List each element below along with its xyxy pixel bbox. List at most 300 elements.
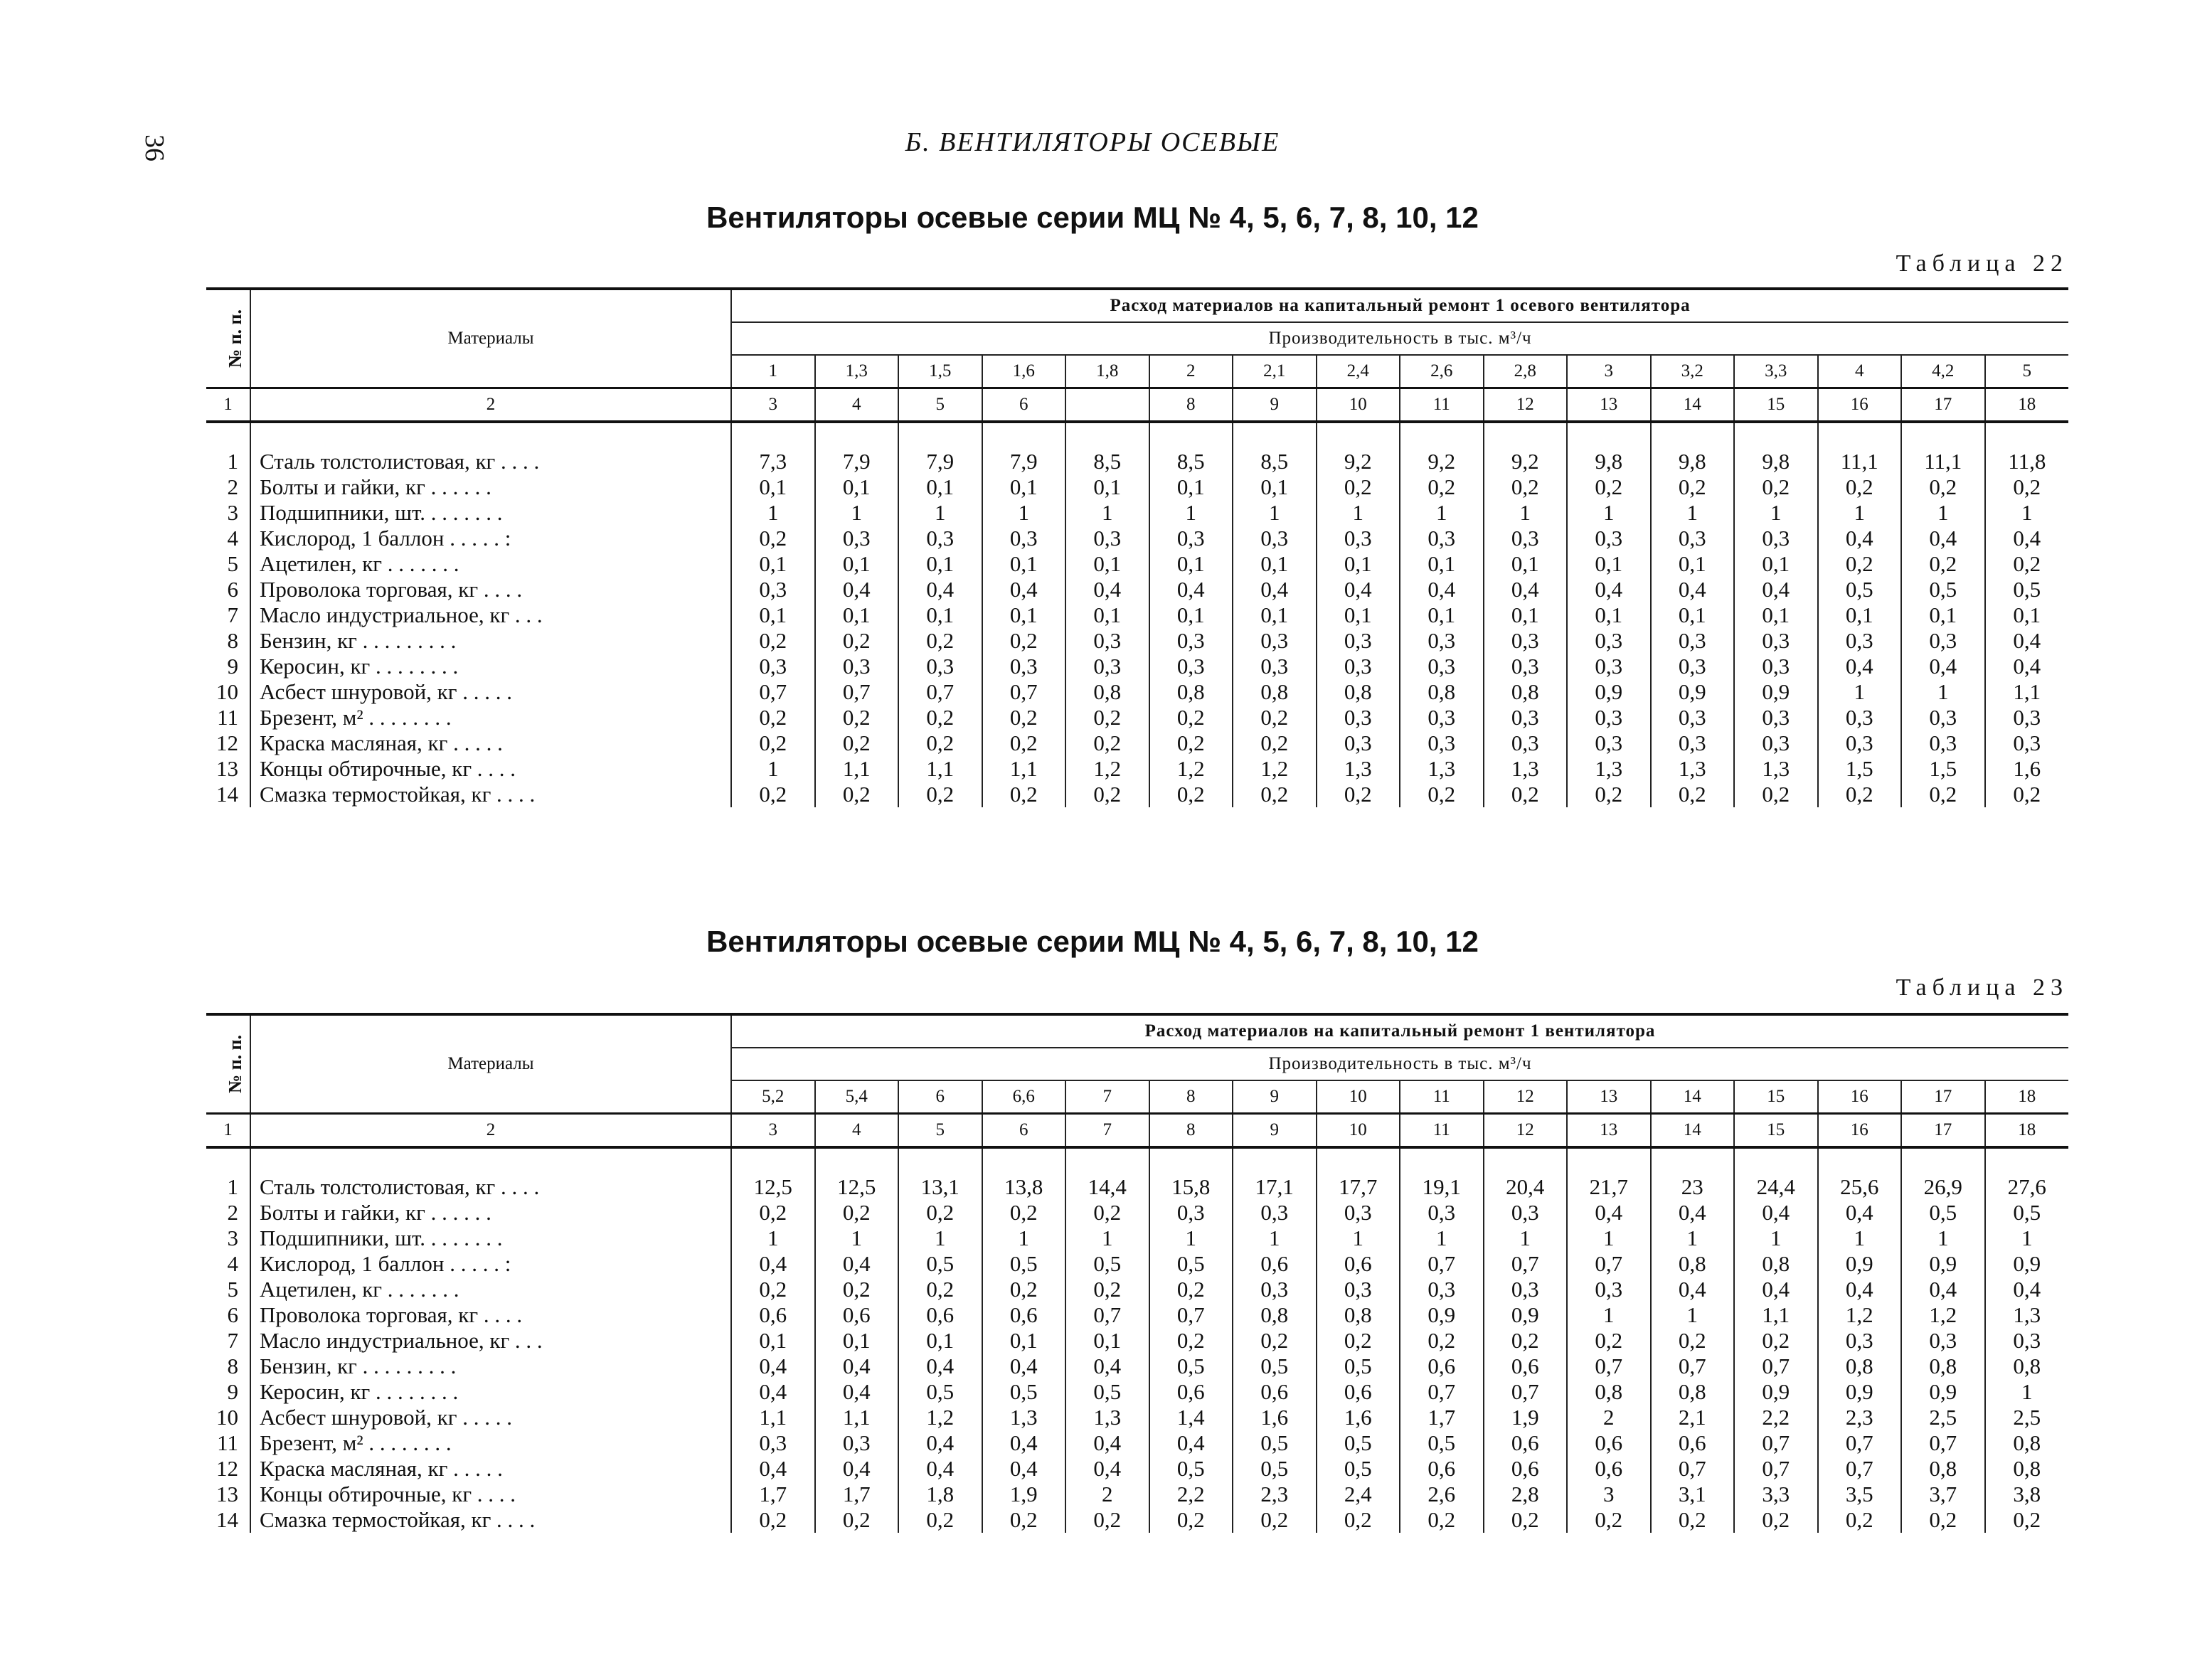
table-cell: 0,7 <box>926 679 955 704</box>
capacity-value: 2,8 <box>1484 355 1568 388</box>
table-cell: 0,1 <box>1093 474 1122 499</box>
table-cell: 0,1 <box>1260 474 1289 499</box>
table-cell: 0,1 <box>1511 602 1539 627</box>
capacity-value: 1,3 <box>815 355 899 388</box>
column-number: 12 <box>1484 1114 1568 1148</box>
table-cell: 0,2 <box>1845 782 1873 807</box>
capacity-column <box>1233 422 1317 807</box>
table-cell: 0,2 <box>926 705 955 730</box>
capacity-value: 15 <box>1734 1080 1818 1114</box>
table-cell: 1 <box>1519 1226 1531 1250</box>
table-cell: 7,9 <box>842 449 871 474</box>
table-cell: 1,6 <box>2013 756 2041 781</box>
table-cell: 0,4 <box>1009 1456 1038 1481</box>
table-cell: 0,2 <box>1428 782 1456 807</box>
capacity-column <box>1233 1147 1317 1533</box>
table-cell: 0,3 <box>1595 628 1623 653</box>
table-cell: 0,2 <box>1093 782 1122 807</box>
table-cell: 9,8 <box>1595 449 1623 474</box>
table-cell: 0,1 <box>1176 602 1205 627</box>
table-cell: 1,2 <box>1845 1302 1873 1327</box>
row-number: 3 <box>227 1226 238 1250</box>
table-cell: 0,3 <box>2013 1328 2041 1353</box>
table-cell: 0,8 <box>2013 1430 2041 1455</box>
material-names <box>250 422 731 807</box>
table-cell: 0,5 <box>2013 1200 2041 1225</box>
capacity-column <box>1317 1147 1400 1533</box>
material-name: Брезент, м² . . . . . . . . <box>260 1430 452 1455</box>
table-cell: 0,4 <box>1093 1430 1122 1455</box>
table-cell: 0,2 <box>842 1507 871 1532</box>
table-cell: 0,1 <box>1344 551 1372 576</box>
table-cell: 0,6 <box>926 1302 955 1327</box>
column-number: 2 <box>250 388 731 422</box>
table-cell: 0,2 <box>1929 551 1957 576</box>
table-cell: 0,5 <box>1176 1456 1205 1481</box>
capacity-value: 3,3 <box>1734 355 1818 388</box>
table-cell: 1 <box>1102 500 1113 525</box>
table-cell: 1,3 <box>2013 1302 2041 1327</box>
table-cell: 0,1 <box>759 1328 787 1353</box>
table-cell: 0,3 <box>1678 654 1706 679</box>
table-cell: 0,1 <box>1344 602 1372 627</box>
column-number: 11 <box>1400 1114 1484 1148</box>
table-cell: 3,3 <box>1762 1482 1790 1506</box>
table-cell: 0,1 <box>1428 602 1456 627</box>
capacity-column <box>1818 1147 1902 1533</box>
table-cell: 0,2 <box>1595 474 1623 499</box>
table-cell: 0,2 <box>1176 705 1205 730</box>
table-cell: 0,3 <box>1511 1200 1539 1225</box>
table-cell: 0,4 <box>926 577 955 602</box>
material-name: Краска масляная, кг . . . . . <box>260 730 503 755</box>
table-cell: 0,2 <box>759 1507 787 1532</box>
table-cell: 1,3 <box>1511 756 1539 781</box>
table-cell: 1,7 <box>1428 1405 1456 1430</box>
table-cell: 0,2 <box>1344 474 1372 499</box>
table-cell: 7,9 <box>926 449 955 474</box>
row-number: 14 <box>216 782 238 807</box>
table-cell: 0,2 <box>1093 1277 1122 1302</box>
table-cell: 0,2 <box>1511 1328 1539 1353</box>
table-cell: 0,1 <box>1762 551 1790 576</box>
table-cell: 0,1 <box>1595 551 1623 576</box>
table22-label: Таблица 22 <box>1896 250 2068 277</box>
table-cell: 0,4 <box>1845 526 1873 551</box>
capacity-column <box>1484 1147 1568 1533</box>
table-cell: 0,9 <box>1428 1302 1456 1327</box>
table-cell: 0,4 <box>1093 1354 1122 1378</box>
table-cell: 0,3 <box>1260 654 1289 679</box>
table-cell: 0,2 <box>1093 1200 1122 1225</box>
table23-label: Таблица 23 <box>1896 974 2068 1001</box>
table-cell: 0,2 <box>842 1200 871 1225</box>
table-cell: 1 <box>1519 500 1531 525</box>
table-cell: 0,2 <box>1344 782 1372 807</box>
table-cell: 2,2 <box>1176 1482 1205 1506</box>
num-header: № п. п. <box>225 309 246 368</box>
table-cell: 3,5 <box>1845 1482 1873 1506</box>
capacity-value: 13 <box>1567 1080 1651 1114</box>
table-cell: 0,7 <box>1093 1302 1122 1327</box>
table-cell: 1,2 <box>1929 1302 1957 1327</box>
table-cell: 8,5 <box>1260 449 1289 474</box>
capacity-value: 11 <box>1400 1080 1484 1114</box>
table-cell: 0,2 <box>842 730 871 755</box>
column-number: 12 <box>1484 388 1568 422</box>
column-number: 3 <box>731 388 815 422</box>
table-cell: 0,2 <box>1845 551 1873 576</box>
table-cell: 0,3 <box>1595 526 1623 551</box>
capacity-value: 4 <box>1818 355 1902 388</box>
table-cell: 0,7 <box>1511 1251 1539 1276</box>
table-cell: 0,3 <box>1344 705 1372 730</box>
table-cell: 0,8 <box>1845 1354 1873 1378</box>
table-cell: 0,2 <box>1511 474 1539 499</box>
table-cell: 0,3 <box>1762 705 1790 730</box>
capacity-column <box>1400 422 1484 807</box>
table-cell: 0,3 <box>1176 1200 1205 1225</box>
table-cell: 0,3 <box>2013 705 2041 730</box>
capacity-column <box>1734 1147 1818 1533</box>
table-cell: 13,1 <box>920 1174 959 1199</box>
table-cell: 0,3 <box>842 654 871 679</box>
table-cell: 0,6 <box>1428 1456 1456 1481</box>
table-cell: 0,2 <box>1929 1507 1957 1532</box>
table-cell: 0,2 <box>1678 1328 1706 1353</box>
table-cell: 0,7 <box>1929 1430 1957 1455</box>
capacity-value: 8 <box>1149 1080 1233 1114</box>
table-cell: 0,2 <box>842 628 871 653</box>
table-cell: 0,3 <box>926 654 955 679</box>
table-cell: 0,7 <box>1678 1354 1706 1378</box>
table-cell: 0,9 <box>1929 1251 1957 1276</box>
table-cell: 9,8 <box>1678 449 1706 474</box>
table-cell: 0,3 <box>1093 628 1122 653</box>
table-cell: 0,5 <box>1093 1251 1122 1276</box>
table-cell: 19,1 <box>1422 1174 1461 1199</box>
capacity-column <box>898 422 982 807</box>
table-cell: 1,1 <box>926 756 955 781</box>
table-cell: 1 <box>1603 1302 1615 1327</box>
capacity-value: 2,1 <box>1233 355 1317 388</box>
table-cell: 0,4 <box>2013 654 2041 679</box>
table-cell: 0,4 <box>1678 1277 1706 1302</box>
table-cell: 1,3 <box>1678 756 1706 781</box>
table-cell: 0,4 <box>1511 577 1539 602</box>
row-number: 9 <box>227 654 238 679</box>
table-cell: 0,2 <box>1093 705 1122 730</box>
table-cell: 0,2 <box>926 782 955 807</box>
table-cell: 0,8 <box>1428 679 1456 704</box>
table-cell: 0,1 <box>1176 551 1205 576</box>
table-cell: 0,7 <box>1845 1456 1873 1481</box>
table-cell: 0,4 <box>1093 577 1122 602</box>
material-name: Краска масляная, кг . . . . . <box>260 1456 503 1481</box>
table-cell: 0,3 <box>1845 1328 1873 1353</box>
table-cell: 0,3 <box>1260 526 1289 551</box>
table-cell: 1,1 <box>1009 756 1038 781</box>
table-cell: 0,9 <box>1678 679 1706 704</box>
section-title: Б. ВЕНТИЛЯТОРЫ ОСЕВЫЕ <box>905 127 1280 157</box>
row-number: 2 <box>227 1200 238 1225</box>
capacity-value: 10 <box>1317 1080 1400 1114</box>
table-cell: 1 <box>1269 500 1280 525</box>
table-cell: 0,9 <box>1595 679 1623 704</box>
capacity-column <box>898 1147 982 1533</box>
table-cell: 0,7 <box>1845 1430 1873 1455</box>
table-cell: 0,1 <box>1093 602 1122 627</box>
table-cell: 0,8 <box>1511 679 1539 704</box>
material-name: Подшипники, шт. . . . . . . . <box>260 500 503 525</box>
row-number: 11 <box>217 705 238 730</box>
table-cell: 0,6 <box>1595 1456 1623 1481</box>
row-number: 6 <box>227 577 238 602</box>
table-cell: 1 <box>1603 500 1615 525</box>
table-cell: 0,3 <box>1678 705 1706 730</box>
table-cell: 0,1 <box>1009 474 1038 499</box>
table-cell: 0,2 <box>1678 1507 1706 1532</box>
table-cell: 1,3 <box>1595 756 1623 781</box>
table-cell: 0,4 <box>2013 526 2041 551</box>
table-cell: 0,7 <box>1009 679 1038 704</box>
table-cell: 0,2 <box>1176 1507 1205 1532</box>
table-cell: 0,3 <box>926 526 955 551</box>
row-number: 13 <box>216 756 238 781</box>
row-number: 11 <box>217 1430 238 1455</box>
table-cell: 0,2 <box>1260 1328 1289 1353</box>
table-cell: 15,8 <box>1171 1174 1211 1199</box>
material-name: Масло индустриальное, кг . . . <box>260 1328 543 1353</box>
table-cell: 1 <box>1436 500 1447 525</box>
table-cell: 0,4 <box>1929 1277 1957 1302</box>
material-names <box>250 1147 731 1533</box>
table-cell: 0,4 <box>842 1354 871 1378</box>
table-cell: 0,2 <box>1428 1328 1456 1353</box>
table-cell: 0,2 <box>1428 1507 1456 1532</box>
column-number: 17 <box>1901 388 1985 422</box>
table-cell: 2,8 <box>1511 1482 1539 1506</box>
table-cell: 0,4 <box>1260 577 1289 602</box>
table-cell: 0,2 <box>1344 1507 1372 1532</box>
table-cell: 11,8 <box>2008 449 2046 474</box>
table-cell: 20,4 <box>1506 1174 1545 1199</box>
capacity-value: 9 <box>1233 1080 1317 1114</box>
capacity-value: 1 <box>731 355 815 388</box>
row-number: 1 <box>227 1174 238 1199</box>
table-cell: 0,2 <box>1678 474 1706 499</box>
table-cell: 0,3 <box>1595 730 1623 755</box>
column-number: 11 <box>1400 388 1484 422</box>
table-cell: 1 <box>767 1226 779 1250</box>
table-cell: 0,6 <box>1344 1379 1372 1404</box>
table-cell: 0,4 <box>1845 1200 1873 1225</box>
table-cell: 0,2 <box>1929 782 1957 807</box>
table-cell: 0,1 <box>1176 474 1205 499</box>
table-cell: 0,2 <box>1845 1507 1873 1532</box>
table-cell: 0,6 <box>1511 1354 1539 1378</box>
row-number: 10 <box>216 679 238 704</box>
table-cell: 0,7 <box>1428 1251 1456 1276</box>
material-name: Болты и гайки, кг . . . . . . <box>260 474 491 499</box>
table-cell: 0,6 <box>1009 1302 1038 1327</box>
capacity-value: 6,6 <box>982 1080 1066 1114</box>
table-cell: 1,8 <box>926 1482 955 1506</box>
table-cell: 0,4 <box>1176 577 1205 602</box>
table-cell: 1,3 <box>1009 1405 1038 1430</box>
table-cell: 9,2 <box>1344 449 1372 474</box>
row-numbers <box>206 1147 250 1533</box>
table-cell: 0,7 <box>1595 1251 1623 1276</box>
table-cell: 0,5 <box>926 1251 955 1276</box>
material-name: Бензин, кг . . . . . . . . . <box>260 1354 457 1378</box>
row-number: 5 <box>227 1277 238 1302</box>
table22-title: Вентиляторы осевые серии МЦ № 4, 5, 6, 7, 8, 10, 12 <box>706 201 1479 234</box>
table-cell: 0,5 <box>1428 1430 1456 1455</box>
material-name: Кислород, 1 баллон . . . . . : <box>260 1251 511 1276</box>
table-cell: 0,3 <box>1428 705 1456 730</box>
table-cell: 0,1 <box>1929 602 1957 627</box>
column-number: 18 <box>1985 388 2069 422</box>
table-cell: 0,2 <box>1009 628 1038 653</box>
material-name: Асбест шнуровой, кг . . . . . <box>260 679 512 704</box>
table-cell: 0,3 <box>1929 705 1957 730</box>
table-cell: 3,1 <box>1678 1482 1706 1506</box>
table-cell: 0,3 <box>1428 654 1456 679</box>
table-cell: 0,8 <box>1678 1379 1706 1404</box>
column-number: 7 <box>1065 1114 1149 1148</box>
capacity-value: 1,8 <box>1065 355 1149 388</box>
table-cell: 0,2 <box>1595 782 1623 807</box>
table-cell: 0,8 <box>2013 1354 2041 1378</box>
table-cell: 0,1 <box>1260 551 1289 576</box>
table-cell: 0,4 <box>1845 654 1873 679</box>
table-cell: 0,8 <box>2013 1456 2041 1481</box>
table-cell: 0,5 <box>1260 1456 1289 1481</box>
table-cell: 7,9 <box>1009 449 1038 474</box>
table-cell: 3,7 <box>1929 1482 1957 1506</box>
table-cell: 0,2 <box>1678 782 1706 807</box>
capacity-header: Производительность в тыс. м³/ч <box>731 1048 2068 1080</box>
table-cell: 0,2 <box>1009 730 1038 755</box>
table-cell: 0,7 <box>1511 1379 1539 1404</box>
table-cell: 0,6 <box>759 1302 787 1327</box>
table-cell: 0,4 <box>759 1251 787 1276</box>
table-cell: 0,1 <box>926 1328 955 1353</box>
table-cell: 0,4 <box>1009 577 1038 602</box>
table-cell: 0,2 <box>1260 782 1289 807</box>
table-cell: 0,2 <box>1762 1328 1790 1353</box>
column-number: 6 <box>982 1114 1066 1148</box>
capacity-value: 3 <box>1567 355 1651 388</box>
table-cell: 0,2 <box>759 526 787 551</box>
capacity-value: 7 <box>1065 1080 1149 1114</box>
table-cell: 0,3 <box>1428 628 1456 653</box>
column-number: 3 <box>731 1114 815 1148</box>
column-number: 1 <box>206 1114 250 1148</box>
table-cell: 1,6 <box>1344 1405 1372 1430</box>
table-cell: 1 <box>767 756 779 781</box>
table-cell: 0,7 <box>1762 1430 1790 1455</box>
table-cell: 0,3 <box>1344 1277 1372 1302</box>
table-cell: 0,9 <box>1762 679 1790 704</box>
material-name: Сталь толстолистовая, кг . . . . <box>260 449 540 474</box>
capacity-column <box>1484 422 1568 807</box>
row-number: 9 <box>227 1379 238 1404</box>
table-cell: 0,9 <box>1929 1379 1957 1404</box>
capacity-column <box>815 422 899 807</box>
table-cell: 0,7 <box>1595 1354 1623 1378</box>
column-number: 14 <box>1651 388 1735 422</box>
table-cell: 0,2 <box>2013 782 2041 807</box>
num-header-cell <box>206 289 250 388</box>
table-cell: 0,4 <box>1929 526 1957 551</box>
table-cell: 0,3 <box>842 526 871 551</box>
table-cell: 0,3 <box>1428 1277 1456 1302</box>
table-cell: 0,2 <box>1428 474 1456 499</box>
table-cell: 0,3 <box>1678 730 1706 755</box>
table-cell: 0,6 <box>1260 1379 1289 1404</box>
table-cell: 1 <box>935 1226 946 1250</box>
table-cell: 0,7 <box>842 679 871 704</box>
table-cell: 2,3 <box>1260 1482 1289 1506</box>
table-cell: 0,3 <box>759 1430 787 1455</box>
column-number: 16 <box>1818 1114 1902 1148</box>
table-cell: 21,7 <box>1589 1174 1628 1199</box>
table-cell: 0,4 <box>1595 577 1623 602</box>
material-name: Керосин, кг . . . . . . . . <box>260 1379 459 1404</box>
table-cell: 1,2 <box>1176 756 1205 781</box>
table-cell: 27,6 <box>2007 1174 2046 1199</box>
capacity-column <box>1567 1147 1651 1533</box>
table-cell: 1 <box>1770 1226 1782 1250</box>
table-cell: 0,5 <box>1176 1354 1205 1378</box>
table-cell: 0,2 <box>2013 474 2041 499</box>
table-cell: 1 <box>1854 1226 1865 1250</box>
table-cell: 0,8 <box>1260 1302 1289 1327</box>
table-cell: 0,3 <box>842 1430 871 1455</box>
table-cell: 0,7 <box>1762 1456 1790 1481</box>
capacity-column <box>1818 422 1902 807</box>
table-cell: 0,6 <box>1428 1354 1456 1378</box>
table-cell: 2,5 <box>1929 1405 1957 1430</box>
table-cell: 0,3 <box>1511 705 1539 730</box>
table-cell: 0,4 <box>1929 654 1957 679</box>
table-cell: 0,1 <box>759 602 787 627</box>
table-cell: 2,1 <box>1678 1405 1706 1430</box>
data-block <box>206 422 2068 807</box>
table-cell: 0,3 <box>1093 526 1122 551</box>
table-cell: 1,5 <box>1929 756 1957 781</box>
table-cell: 1,2 <box>926 1405 955 1430</box>
table-cell: 0,1 <box>926 602 955 627</box>
material-name: Проволока торговая, кг . . . . <box>260 577 523 602</box>
material-name: Ацетилен, кг . . . . . . . <box>260 1277 459 1302</box>
table-cell: 0,3 <box>1678 526 1706 551</box>
column-number: 16 <box>1818 388 1902 422</box>
table-cell: 0,1 <box>1511 551 1539 576</box>
table-cell: 0,2 <box>1009 1507 1038 1532</box>
caption-header: Расход материалов на капитальный ремонт 1 вентилятора <box>731 1014 2068 1048</box>
table-cell: 0,1 <box>1678 551 1706 576</box>
table-cell: 1,9 <box>1511 1405 1539 1430</box>
capacity-value: 5 <box>1985 355 2069 388</box>
table-cell: 0,2 <box>1260 730 1289 755</box>
table-cell: 0,1 <box>842 602 871 627</box>
table-cell: 1 <box>1352 1226 1363 1250</box>
table-cell: 0,2 <box>1260 705 1289 730</box>
table-cell: 0,3 <box>1093 654 1122 679</box>
